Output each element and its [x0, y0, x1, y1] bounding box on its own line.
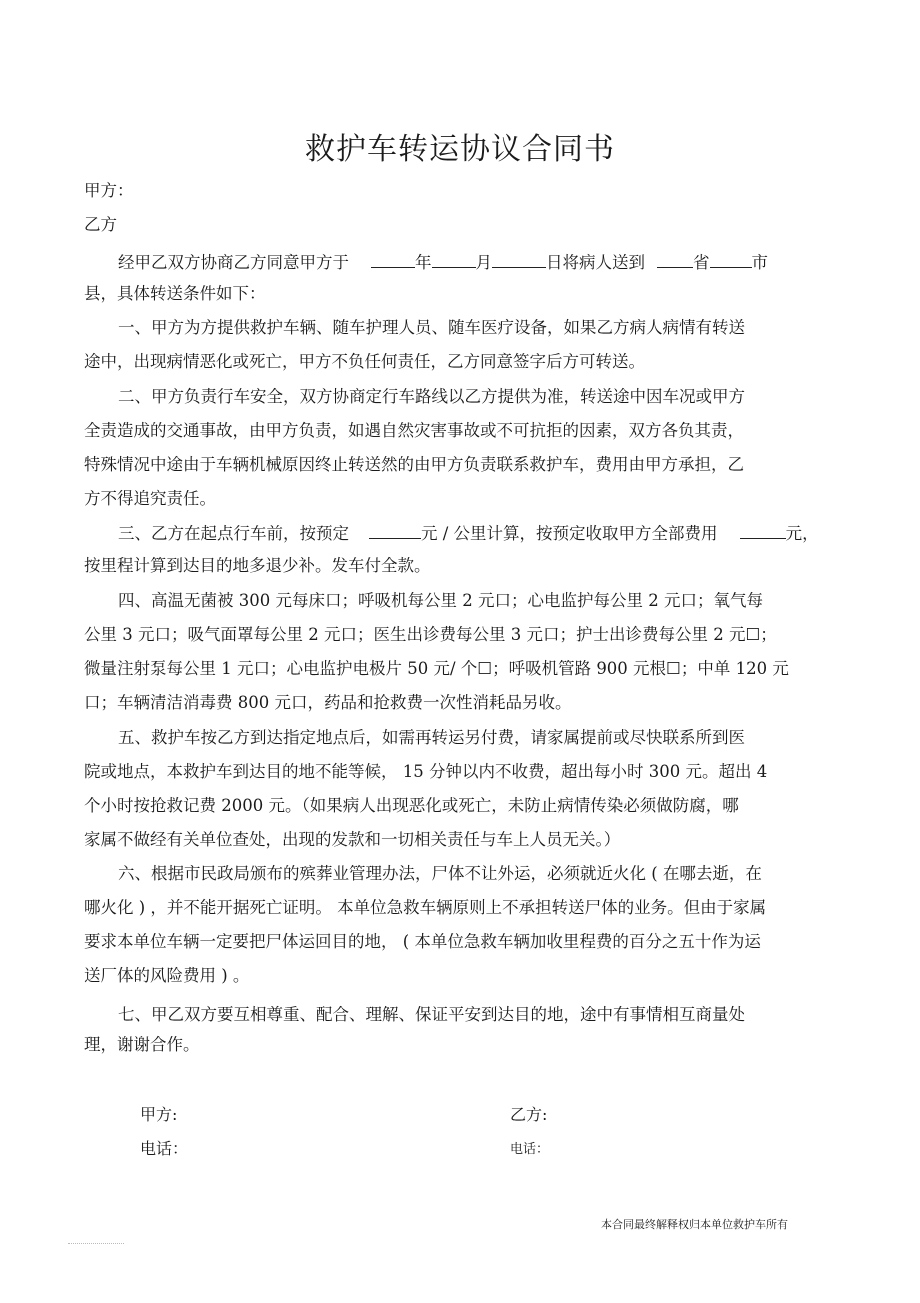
province-blank[interactable]: [657, 250, 693, 268]
signature-party-b: 乙方:: [510, 1105, 548, 1124]
intro-text-year: 年: [415, 253, 432, 272]
intro-line-1: [118, 250, 768, 274]
clause5-line: 家属不做经有关单位查处，出现的发款和一切相关责任与车上人员无关。）: [84, 830, 621, 849]
clause3-text-1: 三、乙方在起点行车前，按预定: [118, 524, 349, 543]
clause4-line: 微量注射泵每公里 1 元口；心电监护电极片 50 元/ 个☐；呼吸机管路 900 元根☐；中单 120 元: [84, 659, 789, 678]
clause4-line: 公里 3 元口；吸气面罩每公里 2 元口；医生出诊费每公里 3 元口；护士出诊费每公里 2 元☐；: [84, 625, 777, 644]
clause1-line: 一、甲方为方提供救护车辆、随车护理人员、随车医疗设备，如果乙方病人病情有转送: [118, 318, 745, 337]
clause7-line: 七、甲乙双方要互相尊重、配合、理解、保证平安到达目的地，途中有事情相互商量处: [118, 1005, 745, 1024]
footer-note: 本合同最终解释权归本单位救护车所有: [601, 1218, 788, 1231]
city-blank[interactable]: [710, 250, 752, 268]
clause5-line: 五、救护车按乙方到达指定地点后，如需再转运另付费，请家属提前或尽快联系所到医: [118, 728, 745, 747]
page-divider: [68, 1243, 124, 1244]
clause6-line: 送厂体的风险费用 ) 。: [84, 966, 250, 985]
intro-text-month: 月: [475, 253, 492, 272]
clause3-line-2: 按里程计算到达目的地多退少补。发车付全款。: [84, 556, 431, 575]
clause2-line: 特殊情况中途由于车辆机械原因终止转送然的由甲方负责联系救护车，费用由甲方承担，乙: [84, 455, 744, 474]
contract-title: 救护车转运协议合同书: [305, 132, 615, 167]
total-fee-blank[interactable]: [740, 521, 786, 539]
clause3-text-2: 元 / 公里计算，按预定收取甲方全部费用: [421, 524, 718, 543]
clause1-line: 途中，出现病情恶化或死亡，甲方不负任何责任，乙方同意签字后方可转送。: [84, 352, 645, 371]
clause5-line: 院或地点，本救护车到达目的地不能等候， 15 分钟以内不收费，超出每小时 300 元。超出 4: [84, 762, 768, 781]
phone-party-a: 电话：: [140, 1139, 189, 1158]
clause3-line-1: [118, 521, 819, 545]
year-blank[interactable]: [371, 250, 415, 268]
intro-text-day: 日将病人送到: [546, 253, 645, 272]
clause7-line: 理，谢谢合作。: [84, 1035, 200, 1054]
clause4-line: 四、高温无菌被 300 元每床口；呼吸机每公里 2 元口；心电监护每公里 2 元口；氧气每: [118, 591, 763, 610]
signature-party-a: 甲方:: [140, 1105, 178, 1124]
intro-text-city: 市: [751, 253, 768, 272]
party-a-label: 甲方：: [84, 181, 134, 200]
month-blank[interactable]: [432, 250, 476, 268]
clause2-line: 二、甲方负责行车安全，双方协商定行车路线以乙方提供为准，转送途中因车况或甲方: [118, 387, 745, 406]
clause4-line: 口；车辆清洁消毒费 800 元口，药品和抢救费一次性消耗品另收。: [84, 693, 572, 712]
rate-per-km-blank[interactable]: [369, 521, 421, 539]
clause3-text-3: 元，: [785, 524, 819, 543]
clause2-line: 方不得追究责任。: [84, 489, 216, 508]
clause6-line: 哪火化 ) ，并不能开据死亡证明。 本单位急救车辆原则上不承担转送尸体的业务。但由于家属: [84, 898, 767, 917]
intro-line-2: 县，具体转送条件如下：: [84, 284, 266, 303]
clause6-line: 要求本单位车辆一定要把尸体运回目的地， ( 本单位急救车辆加收里程费的百分之五十作为运: [84, 932, 761, 951]
phone-party-b: 电话：: [510, 1142, 550, 1157]
clause2-line: 全责造成的交通事故，由甲方负责，如遇自然灾害事故或不可抗拒的因素，双方各负其责，: [84, 421, 744, 440]
clause5-line: 个小时按抢救记费 2000 元。（如果病人出现恶化或死亡，未防止病情传染必须做防腐，哪: [84, 796, 739, 815]
clause6-line: 六、根据市民政局颁布的殡葬业管理办法，尸体不让外运，必须就近火化 ( 在哪去逝，在: [118, 864, 762, 883]
day-blank[interactable]: [492, 250, 546, 268]
intro-text-province: 省: [693, 253, 710, 272]
intro-text-1: 经甲乙双方协商乙方同意甲方于: [118, 253, 349, 272]
party-b-label: 乙方: [84, 215, 117, 234]
